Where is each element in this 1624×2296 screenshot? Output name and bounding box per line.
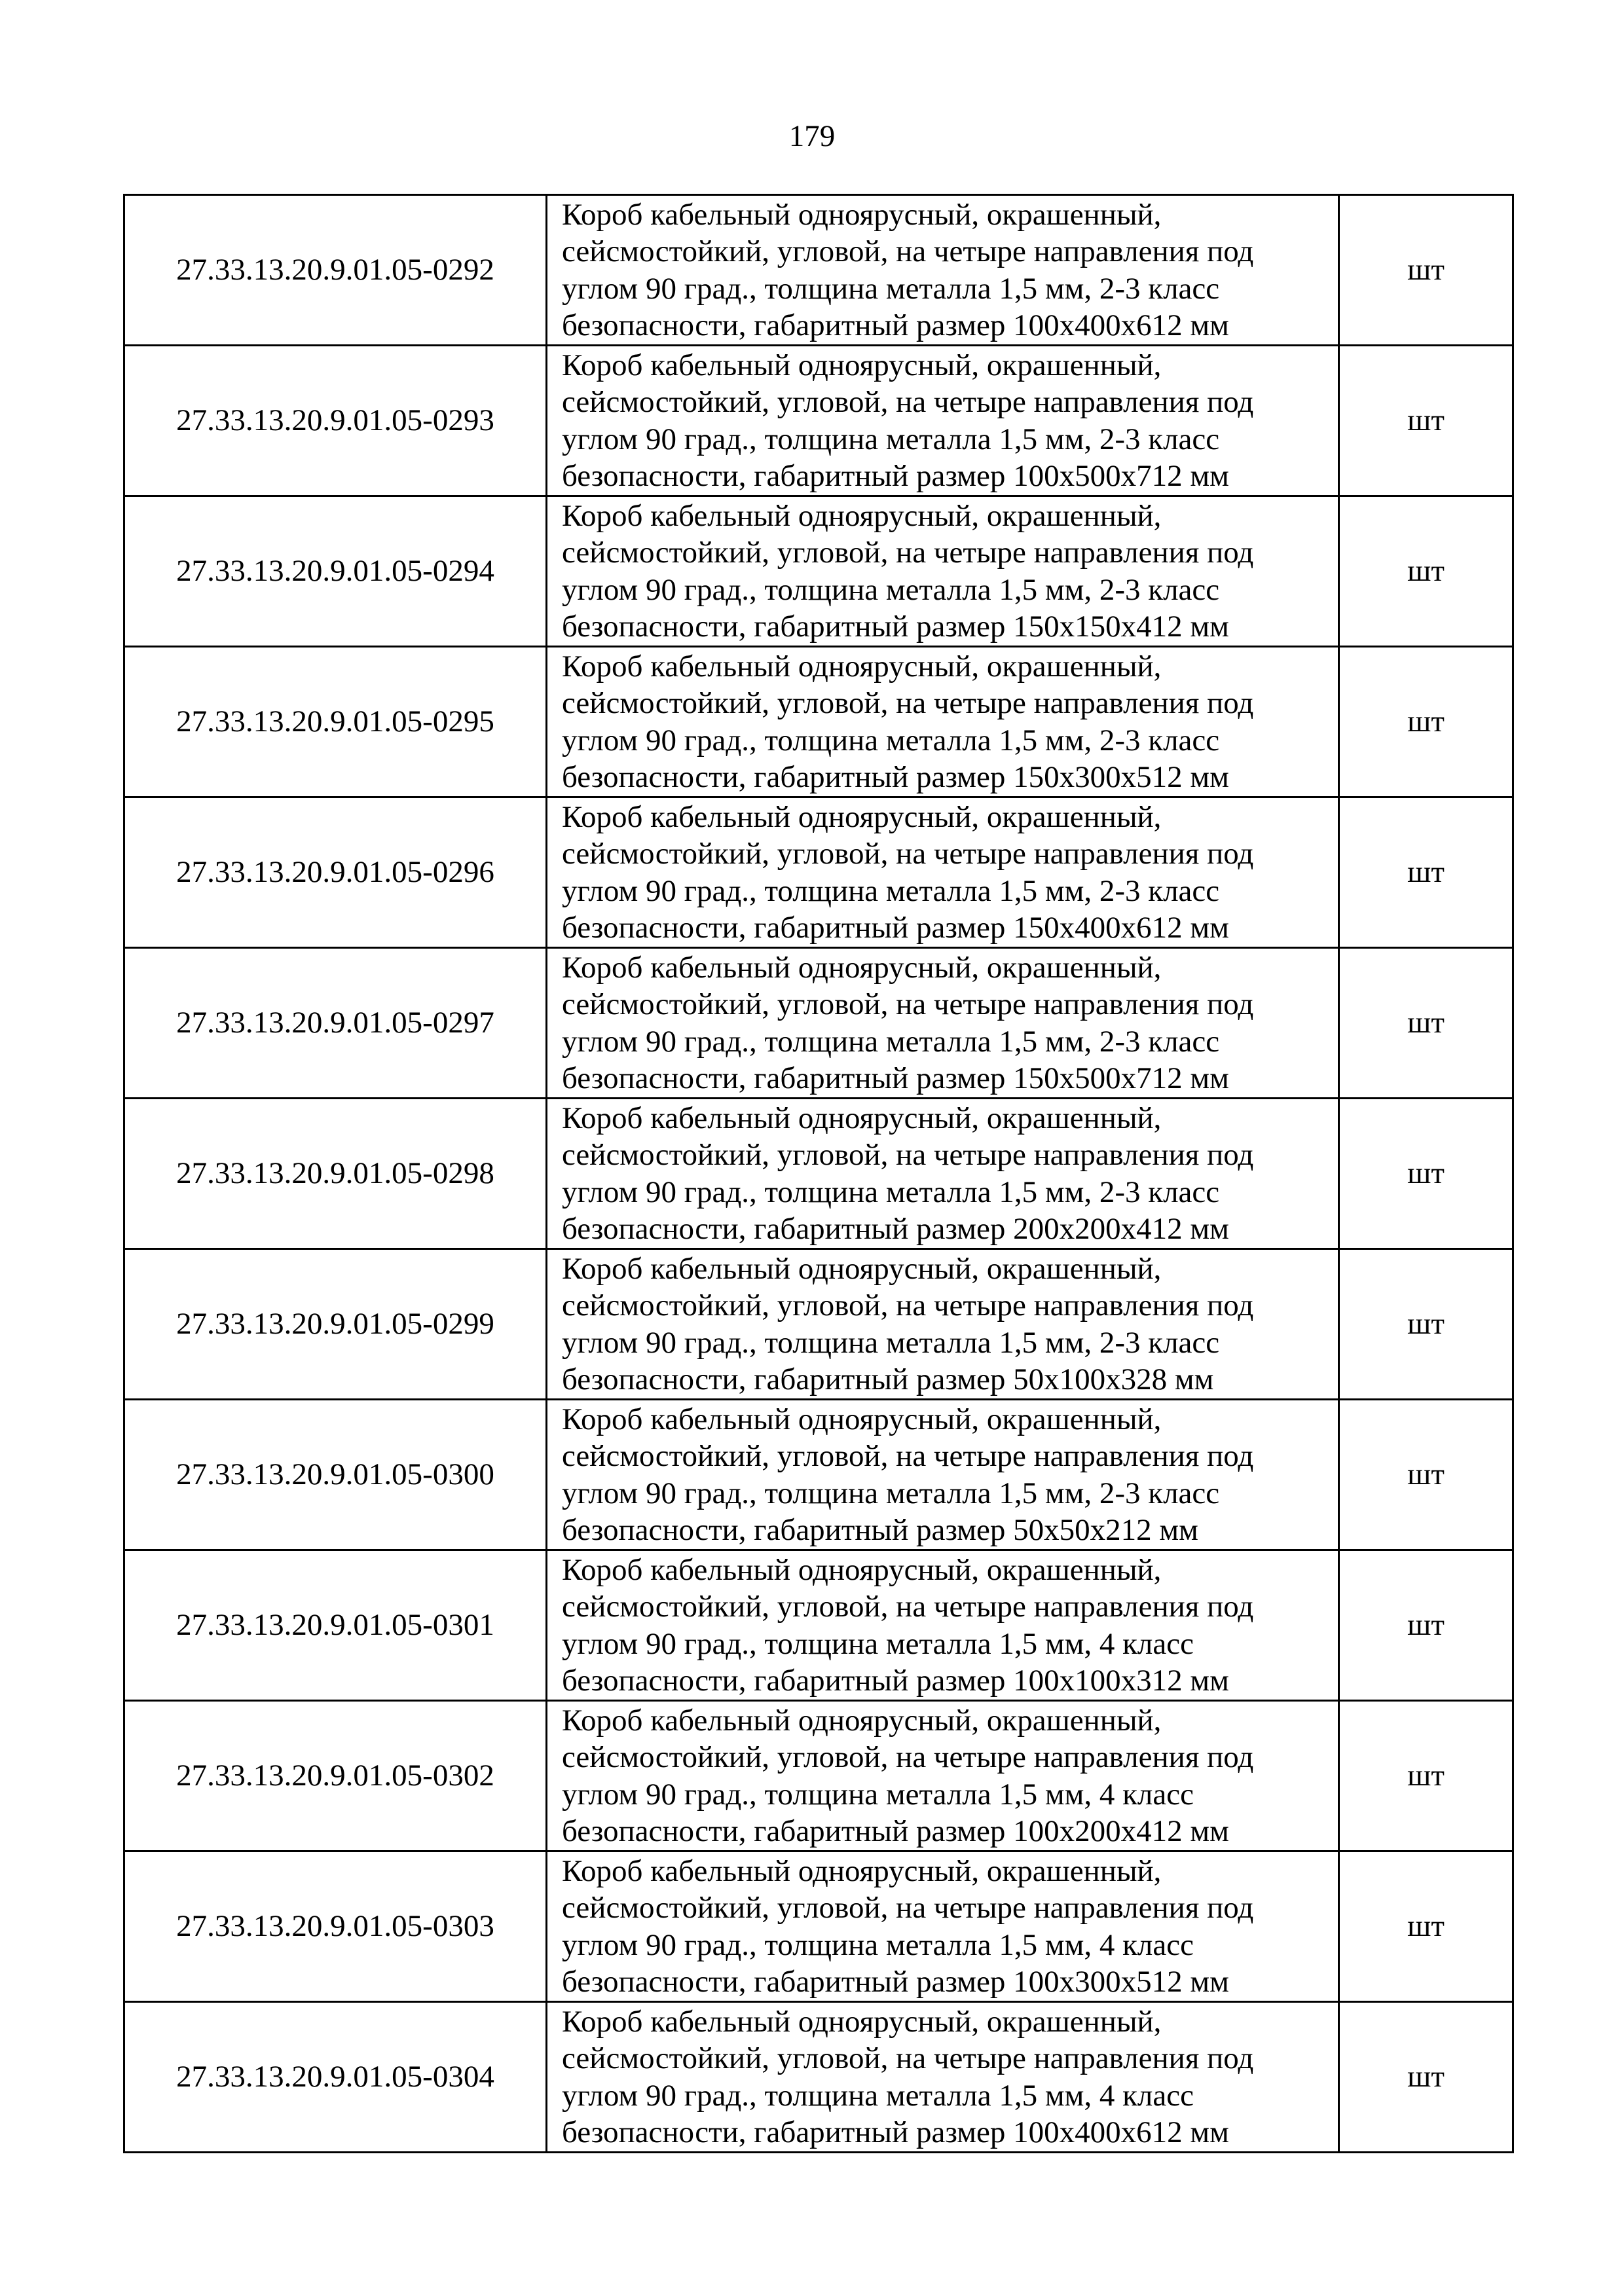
description-line: безопасности, габаритный размер 50х100х328 мм	[562, 1362, 1214, 1396]
table-row	[124, 797, 1513, 948]
description-line: Короб кабельный одноярусный, окрашенный,	[562, 1853, 1162, 1888]
description-line: безопасности, габаритный размер 200х200х412 мм	[562, 1212, 1229, 1246]
table-row	[124, 346, 1513, 496]
description-line: Короб кабельный одноярусный, окрашенный,	[562, 2004, 1162, 2039]
resource-description-cell	[547, 1701, 1339, 1851]
description-line: углом 90 град., толщина металла 1,5 мм, 2-3 класс	[562, 271, 1220, 306]
description-line: углом 90 град., толщина металла 1,5 мм, 4 класс	[562, 1927, 1194, 1962]
description-line: Короб кабельный одноярусный, окрашенный,	[562, 1552, 1162, 1587]
table-row	[124, 1701, 1513, 1851]
resource-description-cell	[547, 647, 1339, 797]
resource-code-cell: 27.33.13.20.9.01.05-0294	[124, 496, 547, 647]
description-line: углом 90 град., толщина металла 1,5 мм, 4 класс	[562, 2078, 1194, 2113]
description-line: безопасности, габаритный размер 150х150х412 мм	[562, 610, 1229, 644]
description-line: сейсмостойкий, угловой, на четыре направления под	[562, 987, 1254, 1021]
resource-description-cell	[547, 948, 1339, 1099]
table-row	[124, 2002, 1513, 2153]
description-line: безопасности, габаритный размер 100х200х412 мм	[562, 1814, 1229, 1848]
unit-cell: шт	[1339, 1550, 1513, 1701]
unit-cell: шт	[1339, 1249, 1513, 1400]
description-line: безопасности, габаритный размер 150х400х612 мм	[562, 911, 1229, 945]
description-line: Короб кабельный одноярусный, окрашенный,	[562, 1703, 1162, 1738]
resource-description-cell	[547, 797, 1339, 948]
description-line: сейсмостойкий, угловой, на четыре направления под	[562, 1740, 1254, 1774]
description-line: углом 90 град., толщина металла 1,5 мм, 2-3 класс	[562, 723, 1220, 757]
table-row	[124, 1249, 1513, 1400]
resource-description-cell	[547, 1099, 1339, 1249]
resource-code-cell: 27.33.13.20.9.01.05-0292	[124, 195, 547, 346]
table-row	[124, 195, 1513, 346]
table-row	[124, 1099, 1513, 1249]
table-row	[124, 948, 1513, 1099]
description-line: сейсмостойкий, угловой, на четыре направления под	[562, 1590, 1254, 1624]
resource-description-cell	[547, 195, 1339, 346]
resource-code-cell: 27.33.13.20.9.01.05-0298	[124, 1099, 547, 1249]
resource-description-cell	[547, 496, 1339, 647]
description-line: сейсмостойкий, угловой, на четыре направления под	[562, 1891, 1254, 1925]
description-line: Короб кабельный одноярусный, окрашенный,	[562, 348, 1162, 382]
unit-cell: шт	[1339, 647, 1513, 797]
unit-cell: шт	[1339, 1851, 1513, 2002]
description-line: сейсмостойкий, угловой, на четыре направления под	[562, 234, 1254, 268]
description-line: Короб кабельный одноярусный, окрашенный,	[562, 799, 1162, 834]
unit-cell: шт	[1339, 2002, 1513, 2153]
description-line: безопасности, габаритный размер 100х400х612 мм	[562, 308, 1229, 342]
resource-table	[123, 194, 1514, 2153]
unit-cell: шт	[1339, 346, 1513, 496]
description-line: сейсмостойкий, угловой, на четыре направления под	[562, 1439, 1254, 1473]
description-line: сейсмостойкий, угловой, на четыре направления под	[562, 1288, 1254, 1322]
unit-cell: шт	[1339, 1099, 1513, 1249]
description-line: Короб кабельный одноярусный, окрашенный,	[562, 950, 1162, 985]
description-line: углом 90 град., толщина металла 1,5 мм, 2-3 класс	[562, 1325, 1220, 1360]
table-row	[124, 1851, 1513, 2002]
resource-description-cell	[547, 1249, 1339, 1400]
description-line: Короб кабельный одноярусный, окрашенный,	[562, 1101, 1162, 1135]
table-body	[124, 195, 1513, 2153]
description-line: безопасности, габаритный размер 100х400х612 мм	[562, 2115, 1229, 2149]
description-line: углом 90 град., толщина металла 1,5 мм, 2-3 класс	[562, 1175, 1220, 1209]
resource-description-cell	[547, 346, 1339, 496]
description-line: углом 90 град., толщина металла 1,5 мм, 2-3 класс	[562, 873, 1220, 908]
resource-code-cell: 27.33.13.20.9.01.05-0297	[124, 948, 547, 1099]
unit-cell: шт	[1339, 948, 1513, 1099]
table-row	[124, 647, 1513, 797]
unit-cell: шт	[1339, 195, 1513, 346]
description-line: сейсмостойкий, угловой, на четыре направления под	[562, 2041, 1254, 2075]
description-line: углом 90 град., толщина металла 1,5 мм, 2-3 класс	[562, 572, 1220, 607]
table-row	[124, 1550, 1513, 1701]
resource-code-cell: 27.33.13.20.9.01.05-0296	[124, 797, 547, 948]
resource-code-cell: 27.33.13.20.9.01.05-0303	[124, 1851, 547, 2002]
resource-code-cell: 27.33.13.20.9.01.05-0302	[124, 1701, 547, 1851]
unit-cell: шт	[1339, 1701, 1513, 1851]
page-number: 179	[788, 119, 836, 153]
description-line: углом 90 град., толщина металла 1,5 мм, 2-3 класс	[562, 1476, 1220, 1510]
unit-cell: шт	[1339, 1400, 1513, 1550]
resource-code-cell: 27.33.13.20.9.01.05-0295	[124, 647, 547, 797]
description-line: Короб кабельный одноярусный, окрашенный,	[562, 1402, 1162, 1436]
resource-code-cell: 27.33.13.20.9.01.05-0293	[124, 346, 547, 496]
description-line: безопасности, габаритный размер 100х500х712 мм	[562, 459, 1229, 493]
resource-code-cell: 27.33.13.20.9.01.05-0301	[124, 1550, 547, 1701]
description-line: углом 90 град., толщина металла 1,5 мм, 4 класс	[562, 1626, 1194, 1661]
resource-code-cell: 27.33.13.20.9.01.05-0300	[124, 1400, 547, 1550]
table-row	[124, 1400, 1513, 1550]
resource-description-cell	[547, 2002, 1339, 2153]
description-line: Короб кабельный одноярусный, окрашенный,	[562, 649, 1162, 683]
description-line: безопасности, габаритный размер 150х500х712 мм	[562, 1061, 1229, 1095]
unit-cell: шт	[1339, 797, 1513, 948]
description-line: сейсмостойкий, угловой, на четыре направления под	[562, 1138, 1254, 1172]
description-line: сейсмостойкий, угловой, на четыре направления под	[562, 536, 1254, 570]
resource-code-cell: 27.33.13.20.9.01.05-0304	[124, 2002, 547, 2153]
description-line: сейсмостойкий, угловой, на четыре направления под	[562, 837, 1254, 871]
description-line: Короб кабельный одноярусный, окрашенный,	[562, 1251, 1162, 1286]
description-line: Короб кабельный одноярусный, окрашенный,	[562, 498, 1162, 533]
description-line: сейсмостойкий, угловой, на четыре направления под	[562, 686, 1254, 720]
resource-code-cell: 27.33.13.20.9.01.05-0299	[124, 1249, 547, 1400]
description-line: углом 90 град., толщина металла 1,5 мм, 2-3 класс	[562, 1024, 1220, 1059]
description-line: Короб кабельный одноярусный, окрашенный,	[562, 197, 1162, 232]
description-line: безопасности, габаритный размер 100х100х312 мм	[562, 1664, 1229, 1698]
description-line: углом 90 град., толщина металла 1,5 мм, 4 класс	[562, 1777, 1194, 1812]
unit-cell: шт	[1339, 496, 1513, 647]
table-row	[124, 496, 1513, 647]
description-line: безопасности, габаритный размер 100х300х512 мм	[562, 1965, 1229, 1999]
description-line: безопасности, габаритный размер 50х50х212 мм	[562, 1513, 1198, 1547]
resource-description-cell	[547, 1550, 1339, 1701]
description-line: безопасности, габаритный размер 150х300х512 мм	[562, 760, 1229, 794]
description-line: углом 90 град., толщина металла 1,5 мм, 2-3 класс	[562, 422, 1220, 456]
resource-description-cell	[547, 1851, 1339, 2002]
description-line: сейсмостойкий, угловой, на четыре направления под	[562, 385, 1254, 419]
resource-description-cell	[547, 1400, 1339, 1550]
